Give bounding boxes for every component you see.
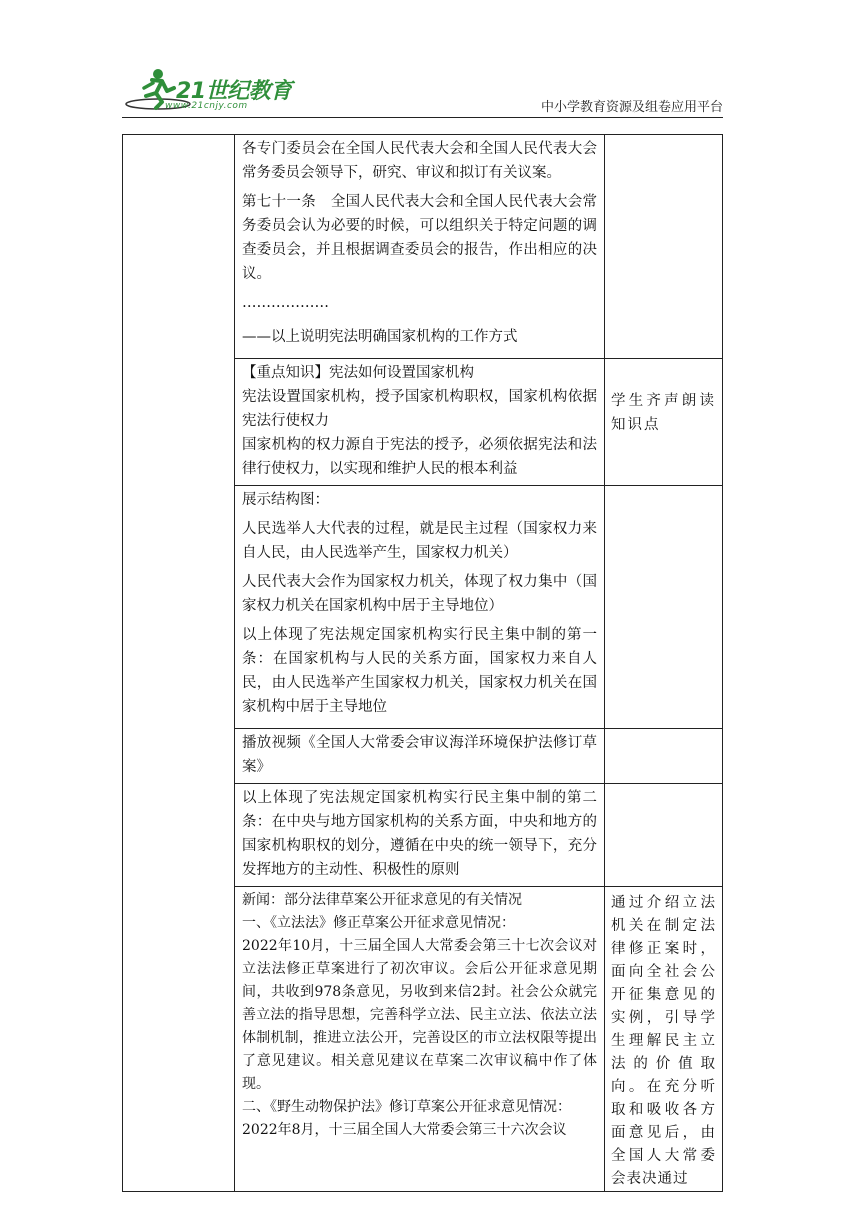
content-cell (235, 784, 605, 887)
note-cell (605, 135, 723, 359)
platform-name: 中小学教育资源及组卷应用平台 (540, 100, 723, 115)
page-header (0, 0, 860, 120)
paragraph: 以上体现了宪法规定国家机构实行民主集中制的第二条：在中央与地方国家机构的关系方面，中央和地方的国家机构职权的划分，遵循在中央的统一领导下，充分发挥地方的主动性、积极性的原则 (242, 790, 597, 878)
note-text: 通过介绍立法机关在制定法律修正案时，面向全社会公开征集意见的实例，引导学生理解民主立法的价值取向。在充分听取和吸收各方面意见后，由全国人大常委会表决通过 (611, 895, 716, 1187)
content-cell (235, 729, 605, 784)
paragraph: 第七十一条 全国人民代表大会和全国人民代表大会常务委员会认为必要的时候，可以组织关于特定问题的调查委员会，并且根据调查委员会的报告，作出相应的决议。 (242, 194, 597, 282)
paragraph: 二、《野生动物保护法》修订草案公开征求意见情况： (242, 1099, 571, 1115)
paragraph: ……………… (242, 295, 329, 311)
note-cell (605, 486, 723, 729)
paragraph: 2022年10月，十三届全国人大常委会第三十七次会议对立法法修正草案进行了初次审议。会后公开征求意见期间，共收到978条意见，另收到来信2封。社会公众就完善立法的指导思想，完善科学立法、民主立法、依法立法体制机制，推进立法公开，完善设区的市立法权限等提出了意见建议。相关意见建议在草案二次审议稿中作了体现。 (242, 938, 597, 1092)
paragraph: 新闻：部分法律草案公开征求意见的有关情况 (242, 892, 522, 908)
paragraph: 国家机构的权力源自于宪法的授予，必须依据宪法和法律行使权力，以实现和维护人民的根本利益 (242, 437, 597, 477)
note-cell (605, 784, 723, 887)
logo-title: 21世纪教育 (176, 79, 292, 104)
paragraph: 人民选举人大代表的过程，就是民主过程（国家权力来自人民，由人民选举产生，国家权力机关） (242, 521, 597, 561)
logo-url: www.21cnjy.com (165, 101, 248, 111)
paragraph: 人民代表大会作为国家权力机关，体现了权力集中（国家权力机关在国家机构中居于主导地位） (242, 574, 597, 614)
content-cell (235, 486, 605, 729)
header-divider (122, 117, 723, 118)
paragraph: 以上体现了宪法规定国家机构实行民主集中制的第一条：在国家机构与人民的关系方面，国家权力来自人民，由人民选举产生国家权力机关，国家权力机关在国家机构中居于主导地位 (242, 627, 597, 715)
paragraph: 展示结构图： (242, 492, 329, 508)
paragraph: 一、《立法法》修正草案公开征求意见情况： (242, 915, 515, 931)
lesson-table (122, 134, 723, 1192)
note-cell (605, 359, 723, 486)
paragraph: 2022年8月，十三届全国人大常委会第三十六次会议 (242, 1122, 567, 1138)
paragraph: 宪法设置国家机构，授予国家机构职权，国家机构依据宪法行使权力 (242, 389, 597, 429)
stage-cell (123, 135, 235, 1192)
note-cell (605, 729, 723, 784)
note-text: 学生齐声朗读知识点 (611, 393, 716, 433)
paragraph: ——以上说明宪法明确国家机构的工作方式 (242, 329, 518, 345)
note-cell (605, 887, 723, 1192)
content-cell (235, 359, 605, 486)
paragraph: 【重点知识】宪法如何设置国家机构 (242, 365, 474, 381)
paragraph: 播放视频《全国人大常委会审议海洋环境保护法修订草案》 (242, 735, 597, 775)
content-cell (235, 887, 605, 1192)
paragraph: 各专门委员会在全国人民代表大会和全国人民代表大会常务委员会领导下，研究、审议和拟订有关议案。 (242, 141, 597, 181)
content-cell (235, 135, 605, 359)
table-row (123, 135, 723, 359)
